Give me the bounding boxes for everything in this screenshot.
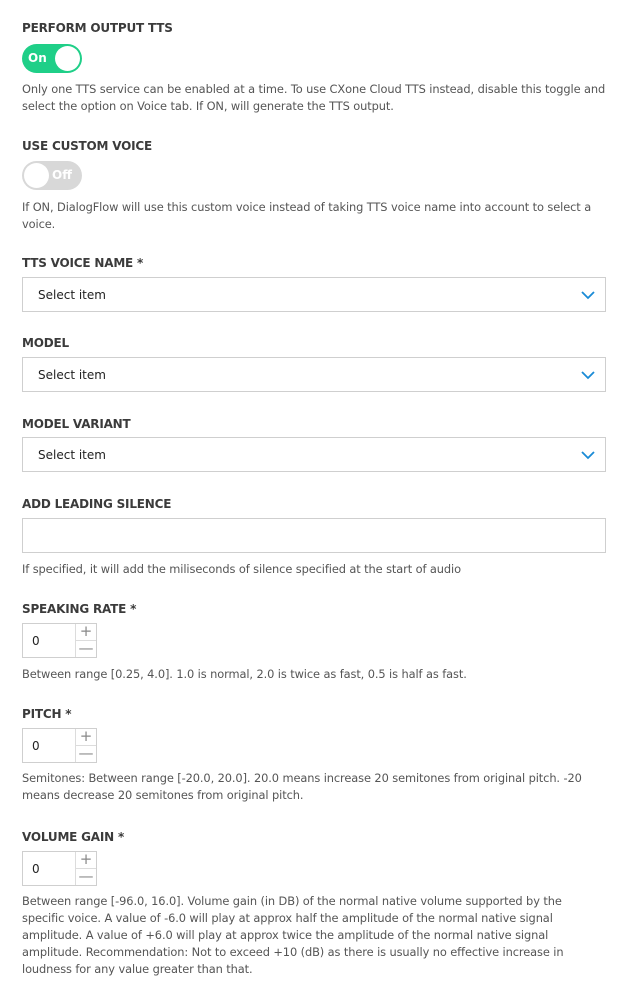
chevron-down-icon <box>581 451 595 460</box>
add-leading-silence-help: If specified, it will add the miliseconds of silence specified at the start of audio <box>22 562 461 576</box>
pitch-help: Semitones: Between range [-20.0, 20.0]. 20.0 means increase 20 semitones from original pitch. -20 means decrease 20 semitones from original pitch. <box>22 771 582 802</box>
stepper-buttons <box>75 729 96 762</box>
decrement-button[interactable]: — <box>78 639 94 657</box>
toggle-state-text: Off <box>52 168 72 182</box>
add-leading-silence-section <box>22 497 606 576</box>
volume-gain-label: VOLUME GAIN * <box>22 830 125 844</box>
volume-gain-stepper[interactable] <box>22 851 97 886</box>
increment-button[interactable]: + <box>76 852 96 869</box>
perform-output-tts-section <box>22 21 606 113</box>
perform-output-tts-help: Only one TTS service can be enabled at a time. To use CXone Cloud TTS instead, disable this toggle and select the option on Voice tab. If ON, will generate the TTS output. <box>22 82 606 113</box>
tts-voice-name-section <box>22 256 606 302</box>
toggle-knob <box>24 163 49 188</box>
increment-button[interactable]: + <box>76 624 96 641</box>
model-value: Select item <box>38 368 106 382</box>
model-variant-select[interactable] <box>22 437 606 472</box>
decrement-button[interactable]: — <box>78 744 94 762</box>
toggle-state-text: On <box>28 51 47 65</box>
speaking-rate-label: SPEAKING RATE * <box>22 602 137 616</box>
use-custom-voice-section <box>22 139 606 231</box>
volume-gain-help: Between range [-96.0, 16.0]. Volume gain (in DB) of the normal native volume supported by the specific voice. A value of -6.0 will play at approx half the amplitude of the normal native signal amplitude. A value of +6.0 will play at approx twice the amplitude of the normal native signal amplitude. Recommendation: Not to exceed +10 (dB) as there is usually no effective increase in loudness for any value greater than that. <box>22 894 564 976</box>
tts-voice-name-value: Select item <box>38 288 106 302</box>
tts-voice-name-label: TTS VOICE NAME * <box>22 256 144 270</box>
toggle-knob <box>55 46 80 71</box>
model-variant-value: Select item <box>38 448 106 462</box>
use-custom-voice-label: USE CUSTOM VOICE <box>22 139 153 153</box>
speaking-rate-section <box>22 602 606 681</box>
speaking-rate-stepper[interactable] <box>22 623 97 658</box>
speaking-rate-help: Between range [0.25, 4.0]. 1.0 is normal, 2.0 is twice as fast, 0.5 is half as fast. <box>22 667 467 681</box>
chevron-down-icon <box>581 371 595 380</box>
pitch-section <box>22 707 606 802</box>
add-leading-silence-label: ADD LEADING SILENCE <box>22 497 172 511</box>
model-label: MODEL <box>22 336 69 350</box>
model-select[interactable] <box>22 357 606 392</box>
model-variant-section <box>22 417 606 462</box>
chevron-down-icon <box>581 291 595 300</box>
stepper-buttons <box>75 852 96 885</box>
use-custom-voice-toggle[interactable] <box>22 161 82 190</box>
volume-gain-section <box>22 830 606 976</box>
pitch-value: 0 <box>32 739 40 753</box>
perform-output-tts-label: PERFORM OUTPUT TTS <box>22 21 173 35</box>
add-leading-silence-input[interactable] <box>22 518 606 553</box>
pitch-label: PITCH * <box>22 707 72 721</box>
model-variant-label: MODEL VARIANT <box>22 417 131 431</box>
decrement-button[interactable]: — <box>78 867 94 885</box>
tts-voice-name-select[interactable] <box>22 277 606 312</box>
speaking-rate-value: 0 <box>32 634 40 648</box>
stepper-buttons <box>75 624 96 657</box>
perform-output-tts-toggle[interactable] <box>22 44 82 73</box>
model-section <box>22 336 606 382</box>
pitch-stepper[interactable] <box>22 728 97 763</box>
volume-gain-value: 0 <box>32 862 40 876</box>
increment-button[interactable]: + <box>76 729 96 746</box>
use-custom-voice-help: If ON, DialogFlow will use this custom voice instead of taking TTS voice name into account to select a voice. <box>22 200 592 231</box>
